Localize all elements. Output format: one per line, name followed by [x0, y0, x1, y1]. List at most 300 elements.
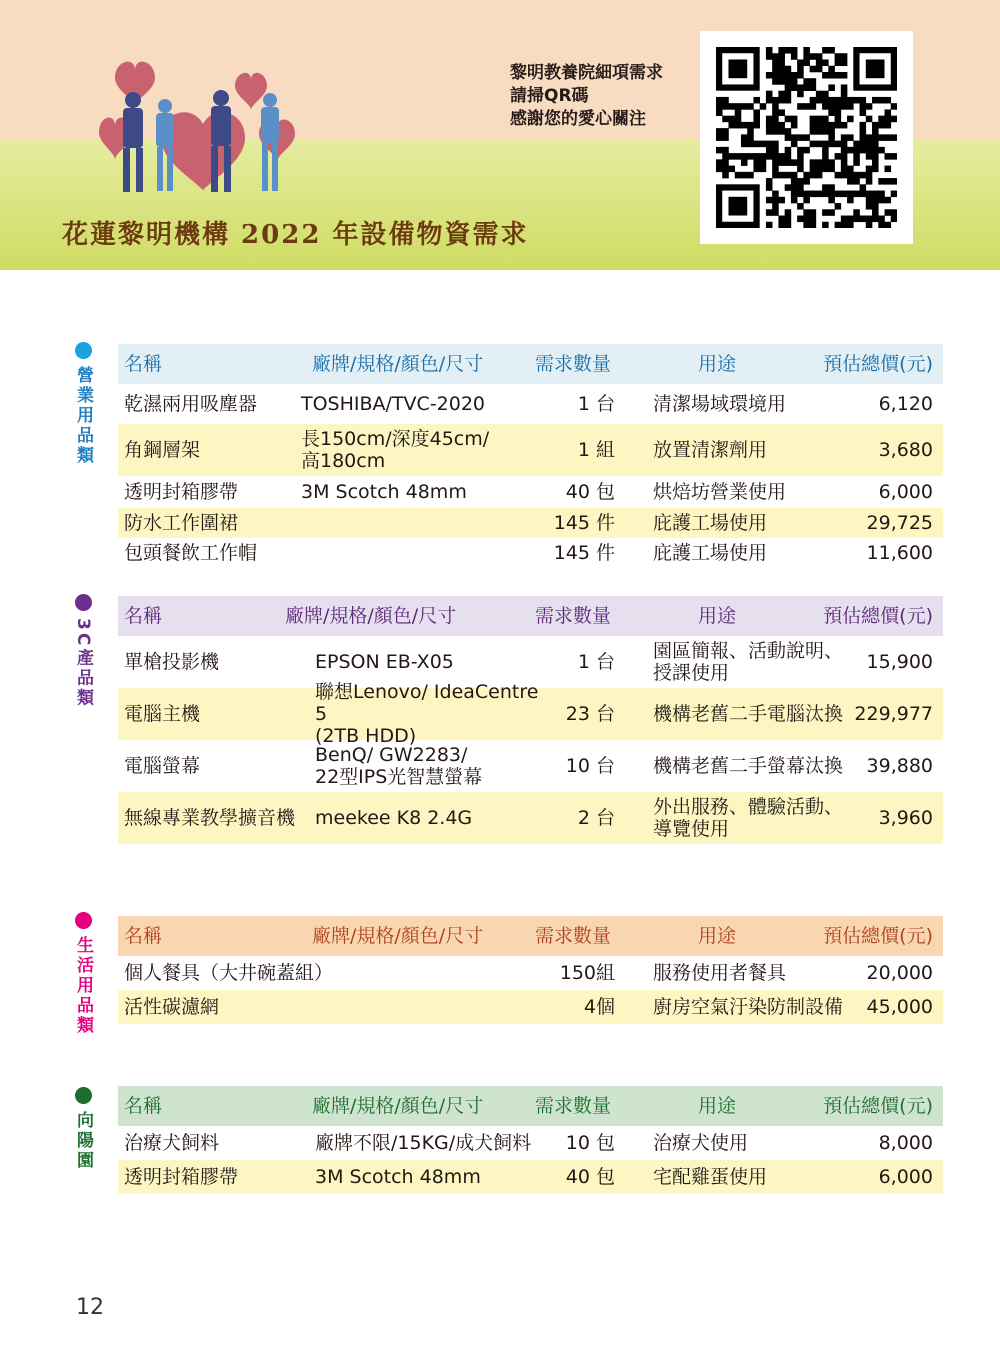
qr-module	[810, 84, 817, 91]
qr-module	[810, 222, 817, 228]
qr-module	[822, 184, 829, 191]
qr-module	[791, 122, 798, 129]
qr-module	[835, 59, 842, 66]
header-use: 用途	[698, 925, 737, 947]
qr-module	[866, 203, 873, 210]
qr-module	[885, 166, 892, 173]
qr-module	[772, 203, 779, 210]
qr-module	[810, 191, 817, 198]
qr-module	[791, 116, 798, 123]
cell-qty: 23 台	[565, 703, 615, 725]
header-use: 用途	[698, 605, 737, 627]
cell-spec	[315, 990, 515, 1024]
qr-module	[785, 116, 792, 123]
qr-module	[810, 216, 817, 223]
cell-name: 透明封箱膠帶	[124, 481, 239, 503]
section-dot	[75, 594, 92, 611]
qr-module	[785, 78, 792, 85]
qr-module	[828, 103, 835, 110]
qr-module	[872, 128, 879, 135]
qr-module	[778, 91, 785, 98]
header-name: 名稱	[124, 353, 163, 375]
cell-name: 乾濕兩用吸塵器	[124, 393, 258, 415]
qr-module	[816, 122, 823, 129]
qr-module	[828, 159, 835, 166]
header-name: 名稱	[124, 1095, 163, 1117]
requirements-table	[118, 344, 943, 568]
qr-module	[722, 153, 729, 160]
qr-module	[797, 147, 804, 154]
qr-module	[810, 159, 817, 166]
qr-module	[722, 134, 729, 141]
table-row	[118, 681, 943, 747]
qr-module	[722, 103, 729, 110]
qr-module	[810, 172, 817, 179]
qr-module	[835, 116, 842, 123]
people-holding-hearts-illustration	[95, 50, 305, 200]
cell-name: 治療犬飼料	[124, 1132, 220, 1154]
qr-module	[778, 47, 785, 54]
qr-module	[885, 109, 892, 116]
qr-module	[772, 153, 779, 160]
qr-module	[872, 134, 879, 141]
qr-module	[716, 147, 723, 154]
cell-price: 8,000	[878, 1132, 933, 1154]
qr-module	[747, 122, 754, 129]
qr-module	[835, 203, 842, 210]
notice-line: 請掃QR碼	[510, 86, 589, 106]
qr-module	[822, 147, 829, 154]
qr-module	[766, 47, 773, 54]
qr-module	[778, 159, 785, 166]
qr-module	[816, 91, 823, 98]
cell-name: 防水工作圍裙	[124, 512, 239, 534]
qr-module	[810, 141, 817, 148]
qr-module	[878, 178, 885, 185]
qr-module	[753, 122, 760, 129]
qr-module	[791, 84, 798, 91]
cell-qty: 10 台	[565, 755, 615, 777]
qr-module	[835, 103, 842, 110]
qr-module	[822, 166, 829, 173]
qr-module	[822, 47, 829, 54]
qr-module	[866, 197, 873, 204]
qr-module	[853, 141, 860, 148]
qr-module	[828, 109, 835, 116]
qr-module	[747, 134, 754, 141]
qr-module	[810, 209, 817, 216]
qr-module	[785, 147, 792, 154]
qr-module	[860, 141, 867, 148]
section-label-text: 向陽園	[73, 1111, 93, 1171]
cell-qty: 150組	[559, 962, 615, 984]
qr-module	[878, 122, 885, 129]
header-price: 預估總價(元)	[823, 605, 933, 627]
qr-module	[785, 153, 792, 160]
qr-module	[872, 97, 879, 104]
qr-module	[860, 184, 867, 191]
cell-qty: 2 台	[577, 807, 615, 829]
qr-module	[816, 59, 823, 66]
qr-module	[816, 53, 823, 60]
qr-module	[866, 103, 873, 110]
qr-module	[841, 166, 848, 173]
qr-module	[885, 197, 892, 204]
qr-module	[766, 153, 773, 160]
qr-module	[803, 53, 810, 60]
qr-module	[872, 122, 879, 129]
table-row	[118, 792, 943, 844]
qr-module	[822, 159, 829, 166]
qr-module	[778, 66, 785, 73]
qr-module	[822, 122, 829, 129]
qr-module	[753, 166, 760, 173]
qr-module	[722, 172, 729, 179]
cell-use: 機構老舊二手螢幕汰換	[653, 755, 844, 777]
page-number: 12	[76, 1295, 104, 1320]
qr-finder	[866, 59, 885, 78]
section-label-xiangyang	[70, 1087, 96, 1171]
cell-price: 45,000	[866, 996, 933, 1018]
qr-module	[772, 172, 779, 179]
requirements-table	[118, 916, 943, 1024]
qr-code-pattern	[716, 47, 897, 228]
qr-module	[747, 141, 754, 148]
qr-module	[822, 72, 829, 79]
qr-module	[791, 197, 798, 204]
qr-module	[766, 91, 773, 98]
qr-module	[772, 197, 779, 204]
qr-module	[753, 153, 760, 160]
table-header-row	[118, 1086, 943, 1126]
qr-module	[778, 53, 785, 60]
header-qty: 需求數量	[535, 353, 612, 375]
qr-module	[772, 116, 779, 123]
qr-module	[741, 172, 748, 179]
section-label-text: 營業用品類	[73, 366, 93, 466]
qr-module	[885, 134, 892, 141]
qr-module	[753, 116, 760, 123]
qr-module	[716, 97, 723, 104]
qr-module	[785, 172, 792, 179]
header-spec: 廠牌/規格/顏色/尺寸	[312, 925, 484, 947]
qr-module	[810, 128, 817, 135]
qr-module	[835, 153, 842, 160]
cell-use: 外出服務、體驗活動、 導覽使用	[653, 796, 844, 840]
qr-module	[803, 147, 810, 154]
qr-module	[847, 166, 854, 173]
qr-module	[841, 72, 848, 79]
qr-module	[860, 172, 867, 179]
qr-module	[860, 122, 867, 129]
qr-module	[728, 116, 735, 123]
qr-module	[828, 128, 835, 135]
qr-module	[778, 109, 785, 116]
qr-module	[741, 141, 748, 148]
qr-module	[860, 216, 867, 223]
qr-module	[866, 166, 873, 173]
qr-module	[753, 97, 760, 104]
qr-module	[891, 209, 897, 216]
qr-module	[866, 178, 873, 185]
header-name: 名稱	[124, 605, 163, 627]
qr-module	[822, 97, 829, 104]
cell-spec: EPSON EB-X05	[315, 651, 454, 673]
qr-module	[835, 53, 842, 60]
qr-module	[866, 216, 873, 223]
cell-use: 機構老舊二手電腦汰換	[653, 703, 844, 725]
cell-qty: 4個	[583, 996, 615, 1018]
qr-module	[828, 84, 835, 91]
cell-spec: 長150cm/深度45cm/ 高180cm	[301, 428, 490, 472]
qr-module	[766, 72, 773, 79]
qr-module	[716, 166, 723, 173]
cell-name: 活性碳濾網	[124, 996, 220, 1018]
qr-module	[760, 153, 767, 160]
table-header-row	[118, 916, 943, 956]
qr-module	[753, 109, 760, 116]
qr-module	[797, 216, 804, 223]
section-label-text: 生活用品類	[73, 936, 93, 1036]
qr-module	[766, 197, 773, 204]
table-row	[118, 740, 943, 792]
qr-module	[891, 191, 897, 198]
qr-module	[860, 147, 867, 154]
qr-module	[778, 222, 785, 228]
qr-module	[766, 116, 773, 123]
cell-use: 廚房空氣汙染防制設備	[653, 996, 844, 1018]
qr-module	[885, 97, 892, 104]
qr-module	[847, 134, 854, 141]
qr-module	[778, 216, 785, 223]
qr-module	[803, 103, 810, 110]
qr-module	[878, 97, 885, 104]
section-label-text: 3C產品類	[73, 618, 93, 709]
qr-module	[785, 128, 792, 135]
qr-module	[866, 141, 873, 148]
qr-module	[822, 141, 829, 148]
cell-spec: BenQ/ GW2283/ 22型IPS光智慧螢幕	[315, 744, 483, 788]
qr-module	[878, 216, 885, 223]
qr-module	[735, 109, 742, 116]
qr-module	[791, 72, 798, 79]
qr-module	[735, 116, 742, 123]
cell-spec: 3M Scotch 48mm	[315, 1166, 481, 1188]
qr-module	[816, 166, 823, 173]
qr-code[interactable]	[700, 31, 913, 244]
requirements-table	[118, 1086, 943, 1194]
qr-module	[816, 66, 823, 73]
qr-module	[822, 222, 829, 228]
cell-use: 宅配雞蛋使用	[653, 1166, 768, 1188]
qr-module	[828, 197, 835, 204]
qr-module	[866, 134, 873, 141]
qr-module	[785, 84, 792, 91]
qr-module	[803, 178, 810, 185]
qr-module	[735, 153, 742, 160]
header-qty: 需求數量	[535, 1095, 612, 1117]
qr-module	[797, 184, 804, 191]
qr-module	[860, 191, 867, 198]
qr-module	[835, 109, 842, 116]
qr-module	[872, 141, 879, 148]
qr-module	[816, 191, 823, 198]
qr-module	[728, 166, 735, 173]
qr-module	[772, 209, 779, 216]
qr-module	[822, 116, 829, 123]
qr-module	[785, 134, 792, 141]
cell-spec	[301, 508, 531, 538]
cell-qty: 40 包	[565, 481, 615, 503]
qr-module	[741, 159, 748, 166]
qr-module	[722, 166, 729, 173]
qr-module	[797, 59, 804, 66]
qr-module	[791, 47, 798, 54]
qr-module	[841, 222, 848, 228]
qr-module	[785, 216, 792, 223]
qr-module	[766, 141, 773, 148]
cell-qty: 145 件	[553, 512, 615, 534]
qr-module	[741, 122, 748, 129]
qr-module	[878, 191, 885, 198]
qr-module	[810, 103, 817, 110]
qr-module	[735, 122, 742, 129]
table-row	[118, 508, 943, 538]
qr-finder	[728, 197, 747, 216]
cell-use: 清潔場域環境用	[653, 393, 787, 415]
requirements-table	[118, 596, 943, 844]
qr-module	[803, 78, 810, 85]
qr-module	[841, 59, 848, 66]
qr-module	[766, 178, 773, 185]
qr-module	[797, 66, 804, 73]
qr-module	[841, 97, 848, 104]
qr-module	[785, 72, 792, 79]
cell-price: 6,120	[878, 393, 933, 415]
qr-module	[841, 153, 848, 160]
qr-module	[766, 209, 773, 216]
cell-use: 烘焙坊營業使用	[653, 481, 787, 503]
qr-module	[772, 53, 779, 60]
qr-module	[816, 159, 823, 166]
qr-module	[841, 159, 848, 166]
qr-module	[766, 122, 773, 129]
qr-module	[778, 72, 785, 79]
qr-module	[835, 141, 842, 148]
qr-module	[735, 172, 742, 179]
table-row	[118, 538, 943, 568]
table-row	[118, 424, 943, 476]
qr-module	[803, 134, 810, 141]
cell-price: 3,680	[878, 439, 933, 461]
qr-module	[853, 172, 860, 179]
qr-module	[841, 147, 848, 154]
qr-module	[866, 191, 873, 198]
qr-module	[772, 128, 779, 135]
qr-module	[847, 216, 854, 223]
qr-module	[810, 166, 817, 173]
qr-module	[785, 47, 792, 54]
qr-module	[878, 147, 885, 154]
qr-module	[791, 172, 798, 179]
qr-module	[853, 191, 860, 198]
qr-module	[810, 122, 817, 129]
cell-price: 15,900	[866, 651, 933, 673]
section-dot	[75, 342, 92, 359]
qr-module	[872, 191, 879, 198]
qr-module	[828, 209, 835, 216]
qr-module	[828, 191, 835, 198]
qr-module	[841, 53, 848, 60]
qr-module	[760, 159, 767, 166]
qr-module	[778, 78, 785, 85]
qr-module	[835, 72, 842, 79]
qr-module	[753, 141, 760, 148]
table-header-row	[118, 344, 943, 384]
qr-module	[785, 66, 792, 73]
qr-module	[828, 141, 835, 148]
section-label-3c	[70, 594, 96, 708]
section-dot	[75, 1087, 92, 1104]
qr-module	[866, 153, 873, 160]
qr-module	[747, 172, 754, 179]
qr-module	[803, 59, 810, 66]
cell-name: 個人餐具（大井碗蓋組）	[124, 962, 334, 984]
qr-module	[766, 184, 773, 191]
header-price: 預估總價(元)	[823, 1095, 933, 1117]
qr-module	[766, 53, 773, 60]
qr-module	[891, 134, 897, 141]
cell-qty: 145 件	[553, 542, 615, 564]
cell-price: 3,960	[878, 807, 933, 829]
qr-module	[872, 147, 879, 154]
qr-module	[816, 172, 823, 179]
qr-module	[803, 209, 810, 216]
cell-use: 庇護工場使用	[653, 542, 768, 564]
qr-module	[841, 141, 848, 148]
table-row	[118, 476, 943, 508]
cell-use: 放置清潔劑用	[653, 439, 768, 461]
qr-module	[872, 216, 879, 223]
qr-module	[891, 178, 897, 185]
qr-module	[841, 191, 848, 198]
qr-module	[878, 116, 885, 123]
qr-module	[716, 109, 723, 116]
qr-module	[841, 122, 848, 129]
qr-module	[822, 209, 829, 216]
qr-module	[822, 91, 829, 98]
cell-price: 11,600	[866, 542, 933, 564]
qr-module	[772, 109, 779, 116]
qr-module	[847, 147, 854, 154]
cell-use: 治療犬使用	[653, 1132, 749, 1154]
cell-name: 單槍投影機	[124, 651, 220, 673]
qr-module	[810, 66, 817, 73]
header-qty: 需求數量	[535, 605, 612, 627]
qr-module	[722, 97, 729, 104]
qr-module	[797, 91, 804, 98]
qr-module	[860, 109, 867, 116]
qr-module	[835, 222, 842, 228]
qr-module	[885, 178, 892, 185]
qr-module	[747, 128, 754, 135]
qr-module	[853, 97, 860, 104]
qr-module	[853, 153, 860, 160]
qr-module	[866, 147, 873, 154]
cell-use: 服務使用者餐具	[653, 962, 787, 984]
qr-module	[797, 72, 804, 79]
qr-module	[891, 153, 897, 160]
